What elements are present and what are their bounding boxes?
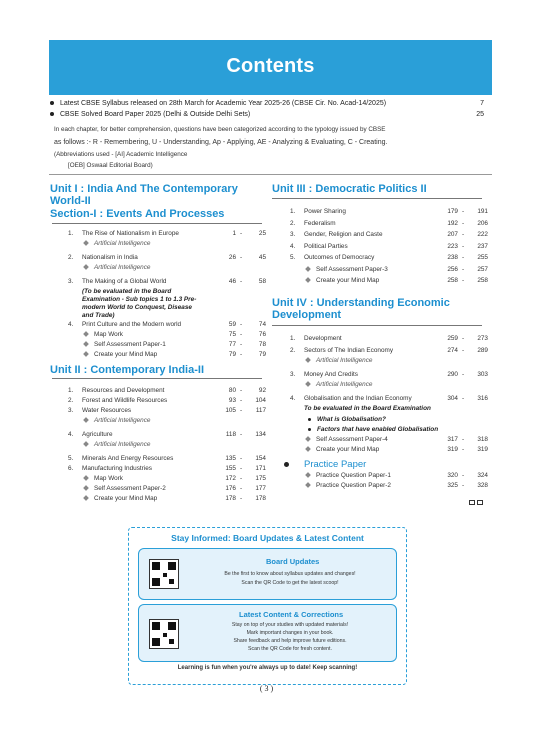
entry-title: Development	[304, 335, 342, 342]
page-start: 135	[225, 455, 236, 462]
board-updates-heading: Board Updates	[266, 557, 320, 566]
solved-text: CBSE Solved Board Paper 2025 (Delhi & Outside Delhi Sets)	[60, 111, 251, 118]
section-rule	[52, 223, 262, 224]
page-dash: -	[240, 351, 243, 358]
page-end: 74	[258, 321, 266, 328]
evaluation-note: modern World to Conquest, Disease	[82, 304, 192, 311]
entry-number: 5.	[290, 254, 296, 261]
entry-title: Political Parties	[304, 242, 348, 250]
page-end: 177	[255, 485, 266, 492]
entry-title: Forest and Wildlife Resources	[82, 397, 168, 404]
page-end: 289	[477, 347, 488, 354]
sub-entry-title	[306, 277, 379, 285]
ai-text: Artificial Intelligence	[316, 381, 373, 388]
unit-4-heading: Unit IV : Understanding Economic Development	[272, 297, 450, 321]
entry-number: 2.	[68, 254, 74, 261]
board-updates-line-1: Be the first to know about syllabus updates and changes!	[224, 571, 356, 577]
page-dash: -	[240, 278, 243, 285]
page-start: 75	[228, 331, 236, 338]
sub-entry-text: Self Assessment Paper-1	[94, 341, 166, 348]
page-dash: -	[462, 335, 465, 342]
topic-text: Factors that have enabled Globalisation	[317, 426, 439, 433]
diamond-icon	[83, 417, 89, 423]
practice-paper-heading[interactable]: Practice Paper	[304, 459, 367, 470]
entry-title: Power Sharing	[304, 208, 346, 215]
page-dash: -	[462, 347, 465, 354]
bullet-icon	[50, 101, 54, 105]
typology-note-1: In each chapter, for better comprehension, questions have been categorized according to the typology issued by CBSE	[54, 126, 386, 133]
sub-entry-text: Create your Mind Map	[94, 495, 158, 502]
page-start: 176	[225, 485, 236, 492]
qr-code-icon[interactable]	[149, 619, 179, 649]
page-dash: -	[240, 321, 243, 328]
page-end: 316	[477, 395, 488, 402]
entry-number: 3.	[290, 371, 296, 378]
syllabus-page: 7	[480, 100, 484, 107]
ai-text: Artificial Intelligence	[94, 240, 151, 247]
entry-number: 1.	[290, 335, 296, 342]
solved-paper-entry[interactable]	[50, 111, 490, 118]
page-end: 175	[255, 475, 266, 482]
entry-number: 4.	[290, 395, 296, 402]
page-dash: -	[240, 465, 243, 472]
contents-banner	[49, 40, 492, 95]
latest-content-panel	[138, 604, 397, 662]
page-start: 77	[228, 341, 236, 348]
page-start: 1	[232, 230, 236, 237]
page-end: 257	[477, 265, 488, 273]
page-end: 255	[477, 254, 488, 261]
typology-note-2: as follows :- R - Remembering, U - Understanding, Ap - Applying, AE - Analyzing & Evaluating, C - Creating.	[54, 139, 388, 146]
ai-label	[306, 357, 372, 365]
ai-text: Artificial Intelligence	[94, 441, 151, 448]
page-start: 105	[225, 407, 236, 414]
section-rule	[272, 325, 482, 326]
sub-entry-title	[84, 351, 157, 359]
entry-number: 3.	[290, 231, 296, 238]
ai-label	[306, 381, 372, 389]
topic-entry	[308, 426, 438, 434]
page-dash: -	[462, 395, 465, 402]
diamond-icon	[305, 277, 311, 283]
section-rule	[272, 198, 482, 199]
page-end: 178	[255, 495, 266, 502]
page-end: 154	[255, 455, 266, 462]
page-start: 320	[447, 472, 458, 479]
page-dash: -	[462, 446, 465, 453]
page-start: 207	[447, 231, 458, 238]
entry-number: 1.	[68, 387, 74, 394]
page-dash: -	[462, 472, 465, 479]
page-start: 304	[447, 395, 458, 402]
page-end: 222	[477, 231, 488, 238]
entry-number: 1.	[290, 208, 296, 215]
sub-entry-title	[306, 266, 388, 274]
diamond-icon	[83, 495, 89, 501]
solved-page: 25	[476, 111, 484, 118]
ai-label	[84, 417, 150, 425]
sub-entry-title	[84, 485, 166, 493]
page-start: 238	[447, 254, 458, 261]
entry-number: 4.	[68, 321, 74, 328]
entry-title: Nationalism in India	[82, 254, 138, 261]
ai-text: Artificial Intelligence	[94, 264, 151, 271]
page-dash: -	[240, 485, 243, 492]
page-end: 328	[477, 482, 488, 489]
page-end: 25	[258, 230, 266, 237]
page-end: 324	[477, 472, 488, 479]
page-end: 79	[258, 351, 266, 358]
page-end: 78	[258, 341, 266, 348]
sub-entry-text: Map Work	[94, 475, 124, 482]
syllabus-entry[interactable]	[50, 100, 490, 107]
page-start: 259	[447, 335, 458, 342]
topic-text: What is Globalisation?	[317, 416, 386, 423]
page-end: 45	[258, 254, 266, 261]
sub-entry-text: Map Work	[94, 331, 124, 338]
stay-informed-title: Stay Informed: Board Updates & Latest Content	[171, 533, 364, 543]
unit-3-heading: Unit III : Democratic Politics II	[272, 183, 427, 195]
unit-2-heading: Unit II : Contemporary India-II	[50, 364, 205, 376]
page-dash: -	[462, 231, 465, 238]
board-evaluation-note: To be evaluated in the Board Examination	[304, 405, 431, 412]
entry-title: Globalisation and the Indian Economy	[304, 395, 412, 402]
page-end: 76	[258, 331, 266, 338]
diamond-icon	[305, 472, 311, 478]
board-updates-line-2: Scan the QR Code to get the latest scoop!	[241, 580, 339, 586]
evaluation-note: (To be evaluated in the Board	[82, 288, 172, 295]
page-start: 258	[447, 277, 458, 284]
evaluation-note: and Trade)	[82, 312, 115, 319]
sub-entry-title	[306, 482, 391, 490]
page-start: 274	[447, 347, 458, 354]
diamond-icon	[83, 264, 89, 270]
syllabus-text: Latest CBSE Syllabus released on 28th March for Academic Year 2025-26 (CBSE Cir. No. Acad-14/2025)	[60, 100, 387, 107]
entry-title: Water Resources	[82, 407, 132, 414]
stay-informed-footer: Learning is fun when you're always up to date! Keep scanning!	[177, 665, 358, 671]
page-end: 303	[477, 371, 488, 378]
section-rule	[52, 378, 262, 379]
ai-label	[84, 264, 150, 272]
end-mark-icon	[469, 500, 475, 505]
page-end: 117	[255, 407, 266, 414]
entry-title: Manufacturing Industries	[82, 465, 152, 472]
page-start: 118	[225, 431, 236, 438]
end-mark-icon	[477, 500, 483, 505]
page-start: 319	[447, 446, 458, 453]
page-end: 319	[477, 446, 488, 453]
sub-entry-title	[84, 331, 123, 339]
sub-entry-text: Create your Mind Map	[94, 351, 158, 358]
entry-number: 3.	[68, 278, 74, 285]
ai-text: Artificial Intelligence	[94, 417, 151, 424]
diamond-icon	[305, 266, 311, 272]
page-start: 59	[228, 321, 236, 328]
diamond-icon	[305, 381, 311, 387]
page-dash: -	[462, 482, 465, 489]
entry-number: 4.	[290, 242, 296, 250]
diamond-icon	[83, 341, 89, 347]
page-dash: -	[462, 208, 465, 215]
page-dash: -	[462, 265, 465, 273]
diamond-icon	[305, 446, 311, 452]
typology-note-3: (Abbreviations used - [AI] Academic Intelligence	[54, 151, 188, 158]
diamond-icon	[83, 331, 89, 337]
page-end: 206	[477, 219, 488, 227]
page-dash: -	[240, 397, 243, 404]
diamond-icon	[83, 441, 89, 447]
page-dash: -	[462, 277, 465, 284]
ai-label	[84, 240, 150, 248]
entry-title: Agriculture	[82, 431, 113, 438]
sub-entry-text: Create your Mind Map	[316, 446, 380, 453]
ai-text: Artificial Intelligence	[316, 357, 373, 364]
page-start: 179	[447, 208, 458, 215]
entry-number: 2.	[290, 347, 296, 354]
entry-number: 1.	[68, 230, 74, 237]
page-start: 290	[447, 371, 458, 378]
entry-number: 5.	[68, 455, 74, 462]
page-start: 223	[447, 242, 458, 250]
entry-title: Minerals And Energy Resources	[82, 455, 174, 462]
sub-entry-text: Practice Question Paper-1	[316, 472, 391, 479]
entry-title: Gender, Religion and Caste	[304, 231, 383, 238]
page-dash: -	[240, 254, 243, 261]
page-start: 155	[225, 465, 236, 472]
page-dash: -	[240, 387, 243, 394]
board-updates-panel	[138, 548, 397, 600]
diamond-icon	[83, 240, 89, 246]
topic-entry	[308, 416, 386, 424]
entry-number: 2.	[290, 219, 296, 227]
entry-number: 3.	[68, 407, 74, 414]
latest-content-line-3: Share feedback and help improve future editions.	[233, 638, 347, 644]
diamond-icon	[83, 351, 89, 357]
page-end: 134	[255, 431, 266, 438]
bullet-icon	[308, 418, 311, 421]
page-dash: -	[240, 331, 243, 338]
stay-informed-box	[128, 527, 407, 685]
page-start: 79	[228, 351, 236, 358]
sub-entry-title	[306, 446, 379, 454]
sub-entry-title	[306, 436, 388, 444]
entry-title: Print Culture and the Modern world	[82, 321, 182, 328]
page-end: 104	[255, 397, 266, 404]
sub-entry-text: Practice Question Paper-2	[316, 482, 391, 489]
page-dash: -	[240, 407, 243, 414]
page-start: 256	[447, 265, 458, 273]
diamond-icon	[305, 357, 311, 363]
page-start: 93	[228, 397, 236, 404]
page-end: 171	[255, 465, 266, 472]
divider	[49, 174, 492, 175]
latest-content-line-2: Mark important changes in your book.	[246, 630, 334, 636]
page-end: 237	[477, 242, 488, 250]
latest-content-line-1: Stay on top of your studies with updated materials!	[231, 622, 349, 628]
evaluation-note: Examination - Sub topics 1 to 1.3 Pre-	[82, 296, 197, 303]
sub-entry-text: Self Assessment Paper-3	[316, 265, 388, 273]
page-end: 92	[258, 387, 266, 394]
typology-note-4: [OEB] Oswaal Editorial Board)	[68, 162, 153, 169]
page-start: 192	[447, 219, 458, 227]
page-dash: -	[240, 475, 243, 482]
bullet-icon	[308, 428, 311, 431]
qr-code-icon[interactable]	[149, 559, 179, 589]
sub-entry-title	[84, 495, 157, 503]
entry-number: 6.	[68, 465, 74, 472]
latest-content-heading: Latest Content & Corrections	[239, 610, 344, 619]
sub-entry-title	[84, 341, 166, 349]
page-end: 58	[258, 278, 266, 285]
page-start: 172	[225, 475, 236, 482]
entry-title: Resources and Development	[82, 387, 165, 394]
page-dash: -	[240, 495, 243, 502]
entry-number: 4.	[68, 431, 74, 438]
sub-entry-title	[306, 472, 391, 480]
page-title: Contents	[226, 55, 315, 77]
diamond-icon	[305, 436, 311, 442]
page-start: 317	[447, 436, 458, 443]
entry-title: Sectors of The Indian Economy	[304, 347, 394, 354]
page-start: 46	[228, 278, 236, 285]
entry-title: The Making of a Global World	[82, 278, 167, 285]
diamond-icon	[83, 475, 89, 481]
ai-label	[84, 441, 150, 449]
page-dash: -	[462, 219, 465, 227]
page-start: 26	[228, 254, 236, 261]
page-dash: -	[240, 230, 243, 237]
sub-entry-title	[84, 475, 123, 483]
unit-1-heading: Unit I : India And The Contemporary World-II	[50, 183, 238, 207]
practice-bullet-icon	[284, 462, 289, 467]
page-dash: -	[462, 254, 465, 261]
entry-number: 2.	[68, 397, 74, 404]
page-dash: -	[462, 371, 465, 378]
page-start: 178	[225, 495, 236, 502]
bullet-icon	[50, 112, 54, 116]
page-dash: -	[240, 455, 243, 462]
page-end: 258	[477, 277, 488, 284]
sub-entry-text: Self Assessment Paper-2	[94, 485, 166, 492]
page-end: 273	[477, 335, 488, 342]
page-end: 318	[477, 436, 488, 443]
entry-title: Money And Credits	[304, 371, 358, 378]
page-dash: -	[462, 242, 465, 250]
page-start: 80	[228, 387, 236, 394]
entry-title: Outcomes of Democracy	[304, 254, 375, 261]
page-dash: -	[240, 431, 243, 438]
sub-entry-text: Self Assessment Paper-4	[316, 436, 388, 443]
sub-entry-text: Create your Mind Map	[316, 277, 380, 284]
latest-content-line-4: Scan the QR Code for fresh content.	[248, 646, 332, 652]
diamond-icon	[305, 482, 311, 488]
section-1-heading: Section-I : Events And Processes	[50, 208, 225, 220]
diamond-icon	[83, 485, 89, 491]
page-end: 191	[477, 208, 488, 215]
page-dash: -	[462, 436, 465, 443]
entry-title: Federalism	[304, 219, 336, 227]
page-dash: -	[240, 341, 243, 348]
entry-title: The Rise of Nationalism in Europe	[82, 230, 179, 237]
page-number: ( 3 )	[259, 684, 274, 693]
page-start: 325	[447, 482, 458, 489]
